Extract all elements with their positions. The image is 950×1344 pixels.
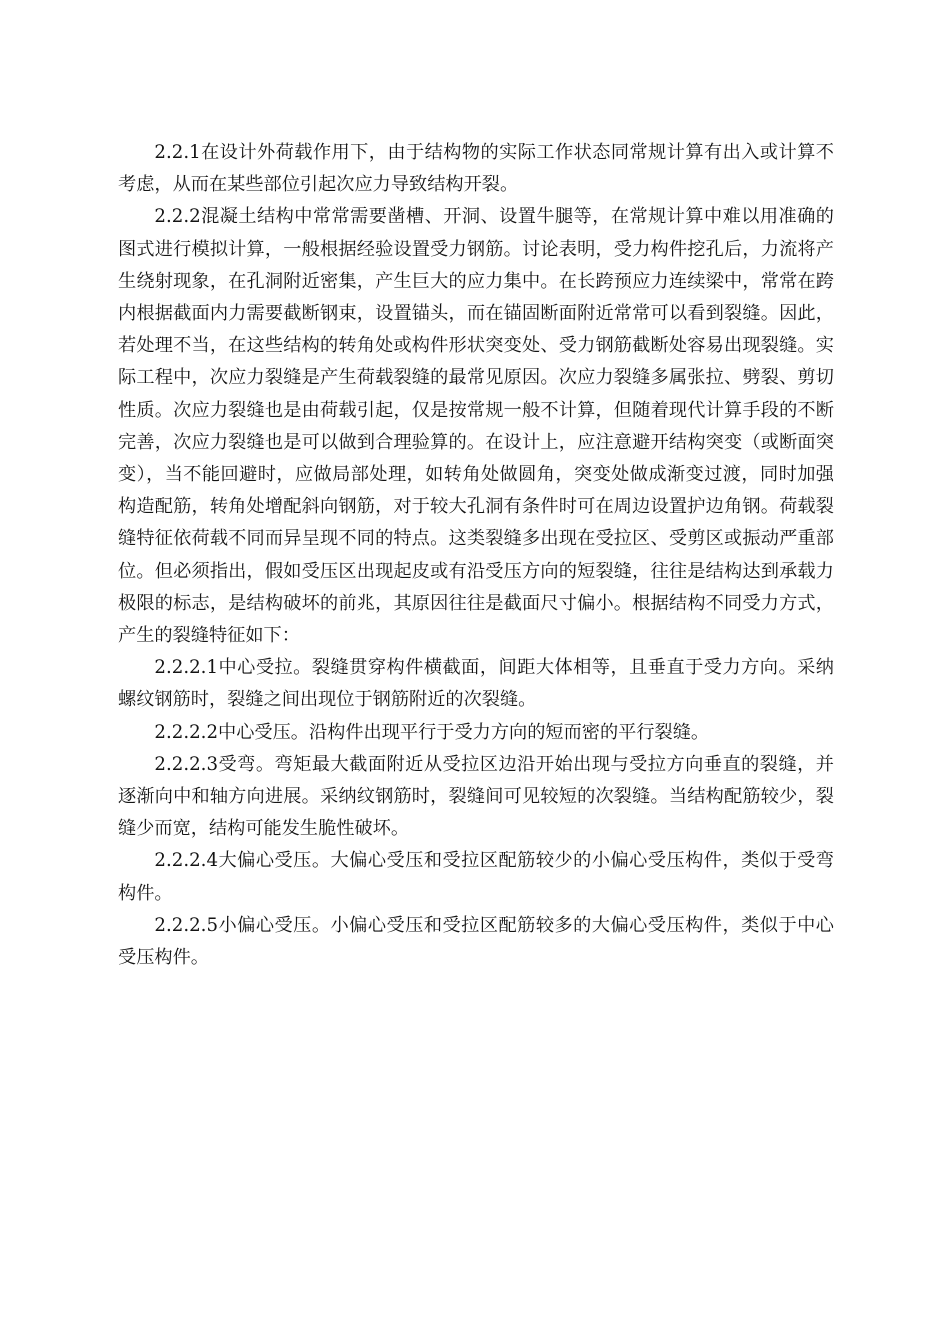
paragraph-2-2-2-4: 2.2.2.4大偏心受压。大偏心受压和受拉区配筋较少的小偏心受压构件，类似于受弯构件。 <box>118 850 834 904</box>
paragraph-2-2-1: 2.2.1在设计外荷载作用下，由于结构物的实际工作状态同常规计算有出入或计算不考虑，从而在某些部位引起次应力导致结构开裂。 <box>118 142 834 196</box>
paragraph-2-2-2-2: 2.2.2.2中心受压。沿构件出现平行于受力方向的短而密的平行裂缝。 <box>154 721 710 743</box>
document-body <box>118 137 834 974</box>
paragraph-2-2-2-5: 2.2.2.5小偏心受压。小偏心受压和受拉区配筋较多的大偏心受压构件，类似于中心受压构件。 <box>118 914 834 969</box>
paragraph-2-2-2-1: 2.2.2.1中心受拉。裂缝贯穿构件横截面，间距大体相等，且垂直于受力方向。采纳螺纹钢筋时，裂缝之间出现位于钢筋附近的次裂缝。 <box>118 657 834 711</box>
paragraph-2-2-2-3: 2.2.2.3受弯。弯矩最大截面附近从受拉区边沿开始出现与受拉方向垂直的裂缝，并逐渐向中和轴方向进展。采纳纹钢筋时，裂缝间可见较短的次裂缝。当结构配筋较少，裂缝少而宽，结构可能发生脆性破坏。 <box>118 753 834 840</box>
paragraph-2-2-2: 2.2.2混凝土结构中常常需要凿槽、开洞、设置牛腿等，在常规计算中难以用准确的图式进行模拟计算，一般根据经验设置受力钢筋。讨论表明，受力构件挖孔后，力流将产生绕射现象，在孔洞附近密集，产生巨大的应力集中。在长跨预应力连续梁中，常常在跨内根据截面内力需要截断钢束，设置锚头，而在锚固断面附近常常可以看到裂缝。因此，若处理不当，在这些结构的转角处或构件形状突变处、受力钢筋截断处容易出现裂缝。实际工程中，次应力裂缝是产生荷载裂缝的最常见原因。次应力裂缝多属张拉、劈裂、剪切性质。次应力裂缝也是由荷载引起，仅是按常规一般不计算，但随着现代计算手段的不断完善，次应力裂缝也是可以做到合理验算的。在设计上，应注意避开结构突变（或断面突变），当不能回避时，应做局部处理，如转角处做圆角，突变处做成渐变过渡，同时加强构造配筋，转角处增配斜向钢筋，对于较大孔洞有条件时可在周边设置护边角钢。荷载裂缝特征依荷载不同而异呈现不同的特点。这类裂缝多出现在受拉区、受剪区或振动严重部位。但必须指出，假如受压区出现起皮或有沿受压方向的短裂缝，往往是结构达到承载力极限的标志，是结构破坏的前兆，其原因往往是截面尺寸偏小。根据结构不同受力方式，产生的裂缝特征如下： <box>118 206 834 647</box>
